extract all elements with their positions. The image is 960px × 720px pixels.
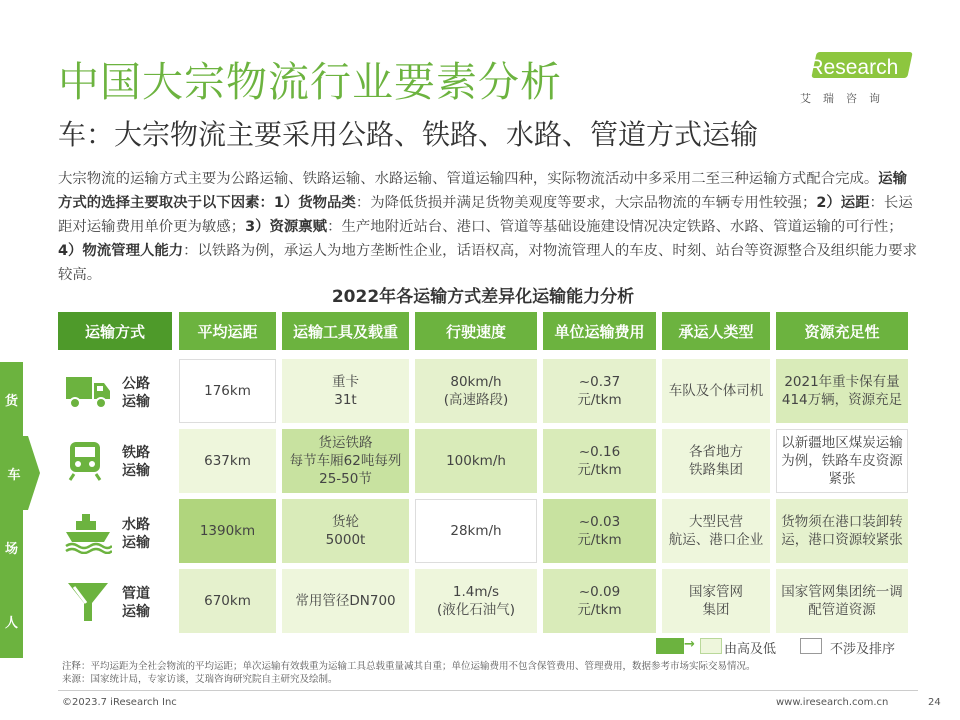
side-tab-people[interactable]: 人 bbox=[0, 584, 23, 658]
mode-label-rail: 铁路 运输 bbox=[122, 445, 150, 479]
source-line: 来源：国家统计局，专家访谈，艾瑞咨询研究院自主研究及绘制。 bbox=[62, 674, 338, 685]
cell-resource: 2021年重卡保有量 414万辆，资源充足 bbox=[776, 359, 908, 423]
header-unit-cost: 单位运输费用 bbox=[543, 312, 656, 350]
header-resource: 资源充足性 bbox=[776, 312, 908, 350]
legend-norank-swatch bbox=[800, 638, 822, 654]
notes bbox=[62, 660, 756, 686]
cell-distance: 637km bbox=[179, 429, 276, 493]
cell-unit-cost: ~0.09 元/tkm bbox=[543, 569, 656, 633]
cell-distance: 176km bbox=[179, 359, 276, 423]
cell-distance: 1390km bbox=[179, 499, 276, 563]
footer-divider bbox=[58, 690, 918, 691]
cell-speed: 1.4m/s (液化石油气) bbox=[415, 569, 537, 633]
cell-carrier-type: 国家管网 集团 bbox=[662, 569, 770, 633]
page-number: 24 bbox=[928, 697, 941, 708]
footer-copyright: ©2023.7 iResearch Inc bbox=[62, 697, 177, 708]
header-vehicle-load: 运输工具及载重 bbox=[282, 312, 409, 350]
cell-vehicle-load: 货轮 5000t bbox=[282, 499, 409, 563]
note-line: 注释：平均运距为全社会物流的平均运距；单次运输有效载重为运输工具总载重量减其自重；单位运输费用不包含保管费用、管理费用，数据参考市场实际交易情况。 bbox=[62, 661, 756, 672]
iresearch-logo bbox=[790, 50, 912, 110]
page-title: 中国大宗物流行业要素分析 bbox=[58, 58, 562, 106]
logo-chinese-text: 艾瑞咨询 bbox=[800, 92, 892, 105]
cell-carrier-type: 各省地方 铁路集团 bbox=[662, 429, 770, 493]
header-carrier-type: 承运人类型 bbox=[662, 312, 770, 350]
train-icon bbox=[64, 440, 112, 482]
intro-paragraph bbox=[58, 167, 918, 287]
page-subtitle: 车：大宗物流主要采用公路、铁路、水路、管道方式运输 bbox=[58, 118, 759, 151]
side-tab-vehicle[interactable]: 车 bbox=[0, 436, 28, 510]
intro-text: 大宗物流的运输方式主要为公路运输、铁路运输、水路运输、管道运输四种，实际物流活动中多采用二至三种运输方式配合完成。 bbox=[58, 171, 879, 187]
cell-carrier-type: 大型民营 航运、港口企业 bbox=[662, 499, 770, 563]
mode-label-pipeline: 管道 运输 bbox=[122, 586, 150, 620]
cell-unit-cost: ~0.03 元/tkm bbox=[543, 499, 656, 563]
header-distance: 平均运距 bbox=[179, 312, 276, 350]
legend-low-swatch bbox=[700, 638, 722, 654]
cell-unit-cost: ~0.37 元/tkm bbox=[543, 359, 656, 423]
intro-text: ：以铁路为例，承运人为地方垄断性企业，话语权高，对物流管理人的车皮、时刻、站台等资源整合及组织能力要求较高。 bbox=[58, 243, 918, 283]
side-tab-active-arrow bbox=[28, 436, 40, 510]
cell-speed: 80km/h (高速路段) bbox=[415, 359, 537, 423]
cell-distance: 670km bbox=[179, 569, 276, 633]
header-mode: 运输方式 bbox=[58, 312, 172, 350]
intro-bold: 3）资源禀赋 bbox=[245, 219, 328, 235]
cell-carrier-type: 车队及个体司机 bbox=[662, 359, 770, 423]
logo-brand-text: iResearch bbox=[803, 56, 899, 79]
legend-high-swatch bbox=[656, 638, 684, 654]
side-tab-site[interactable]: 场 bbox=[0, 510, 23, 584]
legend-arrow: → bbox=[684, 637, 695, 652]
table-title: 2022年各运输方式差异化运输能力分析 bbox=[331, 287, 635, 307]
intro-bold: 4）物流管理人能力 bbox=[58, 243, 184, 259]
cell-vehicle-load: 常用管径DN700 bbox=[282, 569, 409, 633]
cell-unit-cost: ~0.16 元/tkm bbox=[543, 429, 656, 493]
legend-no-rank: 不涉及排序 bbox=[830, 642, 896, 657]
cell-resource: 国家管网集团统一调 配管道资源 bbox=[776, 569, 908, 633]
intro-text: ：生产地附近站台、港口、管道等基础设施建设情况决定铁路、水路、管道运输的可行性； bbox=[327, 219, 903, 235]
cell-resource: 货物须在港口装卸转 运，港口资源较紧张 bbox=[776, 499, 908, 563]
truck-icon bbox=[64, 371, 112, 413]
cell-vehicle-load: 重卡 31t bbox=[282, 359, 409, 423]
cell-speed: 28km/h bbox=[415, 499, 537, 563]
side-tab-goods[interactable]: 货 bbox=[0, 362, 23, 436]
intro-text: ：长运距对运输费用单价更为敏感； bbox=[58, 195, 913, 235]
mode-label-water: 水路 运输 bbox=[122, 517, 150, 551]
intro-bold: 2）运距 bbox=[816, 195, 870, 211]
ship-icon bbox=[64, 512, 112, 554]
intro-text: ：为降低货损并满足货物美观度等要求，大宗品物流的车辆专用性较强； bbox=[355, 195, 817, 211]
intro-bold: 运输方式的选择主要取决于以下因素：1）货物品类 bbox=[58, 171, 908, 211]
legend-high-low: 由高及低 bbox=[724, 642, 777, 657]
cell-resource: 以新疆地区煤炭运输 为例，铁路车皮资源 紧张 bbox=[776, 429, 908, 493]
cell-speed: 100km/h bbox=[415, 429, 537, 493]
header-speed: 行驶速度 bbox=[415, 312, 537, 350]
pipeline-icon bbox=[64, 581, 112, 623]
footer-url[interactable]: www.iresearch.com.cn bbox=[776, 697, 889, 708]
mode-label-road: 公路 运输 bbox=[122, 376, 150, 410]
cell-vehicle-load: 货运铁路 每节车厢62吨每列 25-50节 bbox=[282, 429, 409, 493]
